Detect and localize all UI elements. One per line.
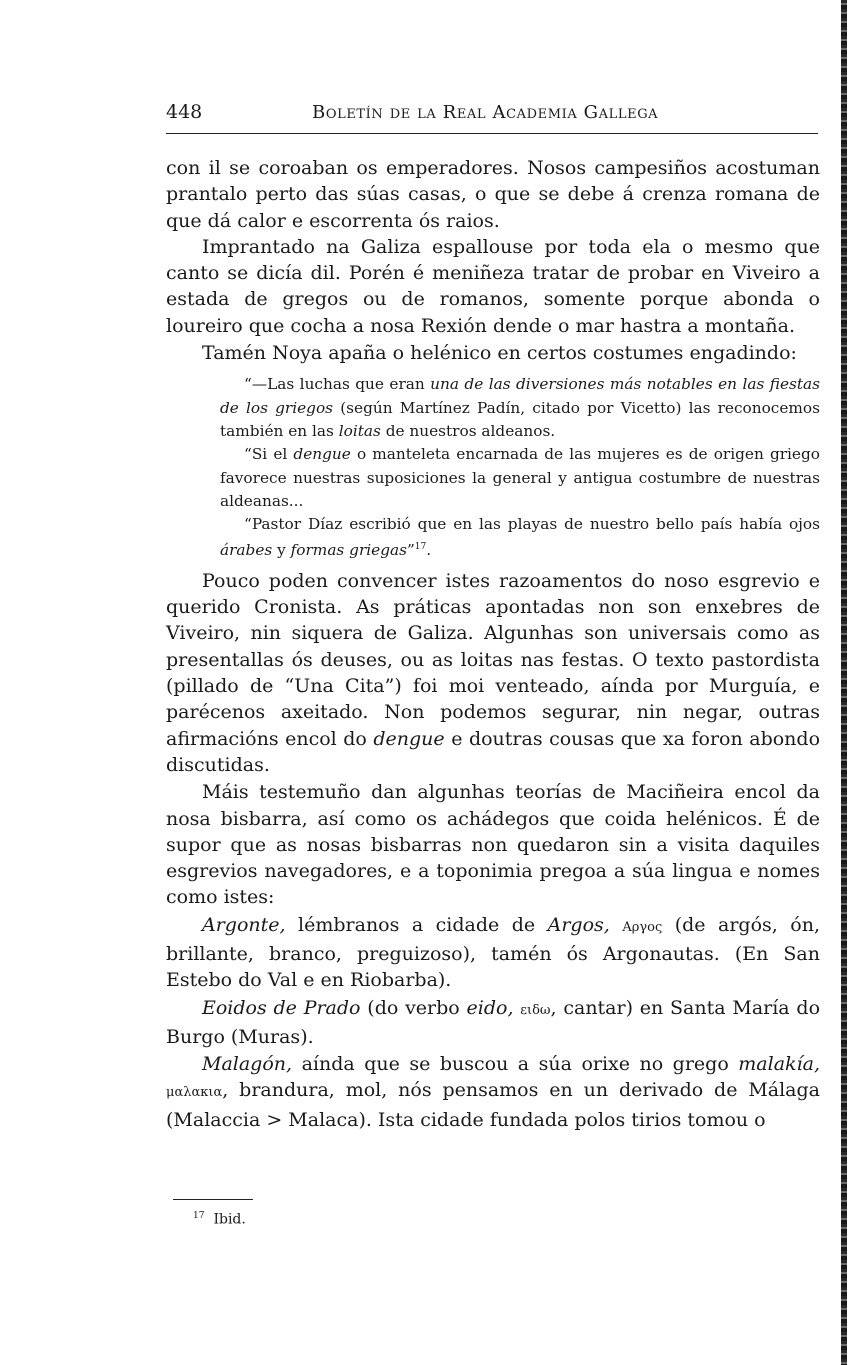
quote-text: ”: [406, 541, 415, 560]
paragraph-italic: Argos,: [547, 913, 610, 936]
paragraph-1: con il se coroaban os emperadores. Nosos campesiños acostuman prantalo perto das súas casas, o que se debe á crenza romana de que dá calor e escorrenta ós raios.: [166, 157, 820, 232]
quote-italic: dengue: [293, 445, 351, 464]
quote-text: “Si el: [244, 445, 294, 464]
paragraph-text: (de argós, ón, brillante, branco, preguizoso), tamén ós Argonautas. (En San Estebo do Val e en Riobarba).: [166, 913, 820, 992]
footnote-rule: [173, 1199, 253, 1200]
paragraph-italic: dengue: [373, 727, 445, 750]
quote-paragraph-1: [220, 373, 820, 443]
paragraph-5: Máis testemuño dan algunhas teorías de Maciñeira encol da nosa bisbarra, así como os achádegos que coida helénicos. É de supor que as nosas bisbarras non quedaron sin a visita daquiles esgrevios navegadores, e a toponimia pregoa a súa lingua e nomes como istes:: [166, 781, 820, 909]
paragraph-6: [166, 912, 820, 994]
quote-italic: una de las diversiones más notables en las fiestas de los griegos: [220, 375, 820, 417]
paragraph-italic: malakía,: [738, 1053, 820, 1076]
body-text: [166, 155, 820, 1133]
paragraph-italic: Malagón,: [202, 1053, 293, 1076]
quote-text: “Pastor Díaz escribió que en las playas de nuestro bello país había ojos: [244, 515, 820, 534]
paragraph-text: lémbranos a cidade de: [285, 913, 548, 936]
paragraph-italic: eido,: [466, 996, 514, 1019]
paragraph-7: [166, 995, 820, 1051]
quote-paragraph-2: [220, 443, 820, 513]
quote-text: .: [426, 541, 432, 560]
quote-text: o manteleta encarnada de las mujeres es de origen griego favorece nuestras suposiciones la general y antigua costumbre de nuestras aldeanas...: [220, 445, 820, 510]
quote-italic: formas griegas: [290, 541, 407, 560]
quote-paragraph-3: [220, 513, 820, 563]
quote-text: y: [272, 541, 291, 560]
paragraph-8: [166, 1051, 820, 1133]
paragraph-2: Imprantado na Galiza espallouse por toda ela o mesmo que canto se dicía dil. Porén é meniñeza tratar de probar en Viveiro a estada de gregos ou de romanos, somente porque abonda o loureiro que cocha a nosa Rexión dende o mar hastra a montaña.: [166, 235, 820, 337]
page-header: [166, 101, 818, 134]
quote-text: (según Martínez Padín, citado por Vicetto) las reconocemos también en las: [220, 398, 820, 440]
greek-word: Αργος: [622, 919, 663, 935]
paragraph-text: e doutras cousas que xa foron abondo discutidas.: [166, 727, 821, 776]
page-number: 448: [166, 101, 203, 123]
paragraph-italic: Eoidos de Prado: [202, 996, 361, 1019]
quote-text: “—Las luchas que eran: [244, 375, 431, 394]
quote-text: de nuestros aldeanos.: [380, 421, 556, 440]
quote-italic: loitas: [338, 421, 381, 440]
footnote-mark: 17: [193, 1211, 205, 1221]
footnote: [193, 1211, 246, 1228]
quote-italic: árabes: [220, 541, 273, 560]
paragraph-text: (do verbo: [360, 996, 467, 1019]
greek-word: μαλακια: [166, 1085, 223, 1101]
paragraph-4: [166, 568, 820, 778]
greek-word: ειδω: [520, 1002, 551, 1018]
running-title: Boletín de la Real Academia Gallega: [312, 102, 659, 123]
block-quote: [220, 373, 820, 562]
footnote-text: Ibid.: [213, 1211, 246, 1228]
paragraph-text: , brandura, mol, nós pensamos en un derivado de Málaga (Malaccia > Malaca). Ista cidade fundada polos tirios tomou o: [166, 1079, 820, 1131]
paragraph-text: , cantar) en Santa María do Burgo (Muras).: [166, 996, 821, 1048]
paragraph-italic: Argonte,: [202, 913, 286, 936]
paragraph-text: aínda que se buscou a súa orixe no grego: [292, 1053, 739, 1076]
footnote-reference: 17: [414, 542, 427, 553]
paragraph-3: Tamén Noya apaña o helénico en certos costumes engadindo:: [202, 342, 797, 365]
page-edge-shadow: [841, 0, 847, 1365]
paragraph-text: Pouco poden convencer istes razoamentos do noso esgrevio e querido Cronista. As práticas apontadas non son enxebres de Viveiro, nin siquera de Galiza. Algunhas son universais como as presentallas ós deuses, ou as loitas nas festas. O texto pastordista (pillado de “Una Cita”) foi moi venteado, aínda por Murguía, e parécenos axeitado. Non podemos segurar, nin negar, outras afirmacións encol do: [166, 569, 820, 750]
